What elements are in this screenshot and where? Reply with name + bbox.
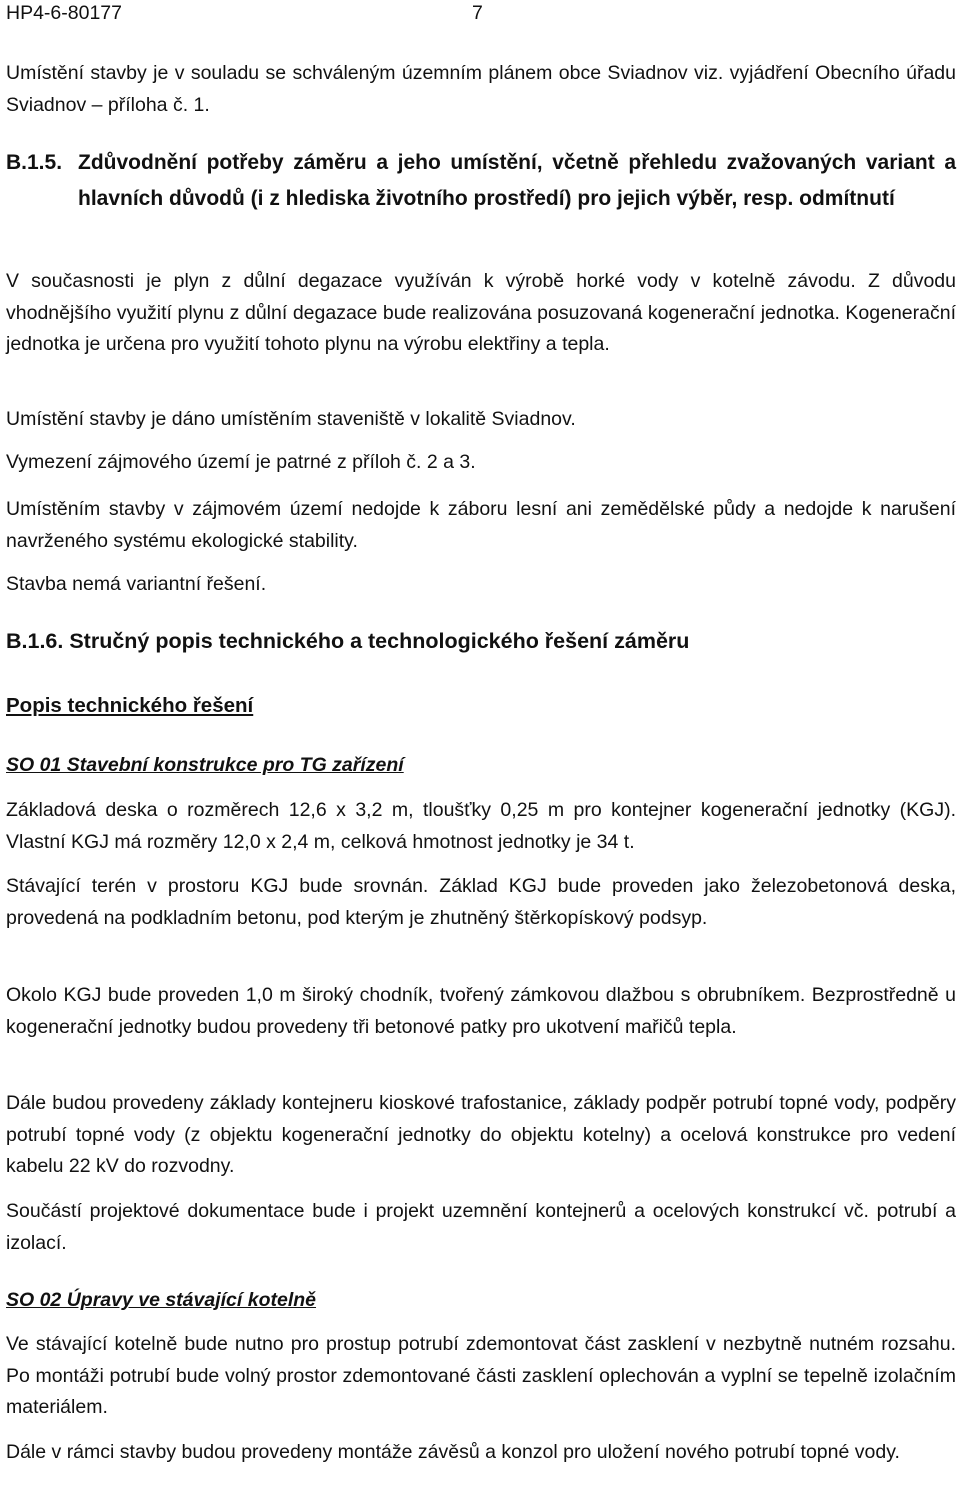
so01-para-2-block <box>6 871 956 934</box>
section-b15-para-5-block <box>6 569 956 601</box>
section-b15-number: B.1.5. <box>6 151 63 174</box>
intro-block <box>6 58 956 121</box>
so01-paragraph: Dále budou provedeny základy kontejneru kioskové trafostanice, základy podpěr potrubí topné vody, podpěry potrubí topné vody (z objektu kogenerační jednotky do objektu kotelny) a ocelová konstrukce pro vedení kabelu 22 kV do rozvodny. <box>6 1092 956 1177</box>
section-b16-heading: B.1.6. Stručný popis technického a technologického řešení záměru <box>6 629 690 653</box>
so01-paragraph: Okolo KGJ bude proveden 1,0 m široký chodník, tvořený zámkovou dlažbou s obrubníkem. Bezprostředně u kogenerační jednotky budou provedeny tři betonové patky pro ukotvení mařičů tepla. <box>6 984 956 1038</box>
section-b15-paragraph: Vymezení zájmového území je patrné z příloh č. 2 a 3. <box>6 451 476 473</box>
section-b15-para-3-block <box>6 447 956 479</box>
so01-para-4-block <box>6 1088 956 1183</box>
section-b15-para-1-block <box>6 266 956 361</box>
section-b15-paragraph: Umístění stavby je dáno umístěním staveniště v lokalitě Sviadnov. <box>6 408 576 430</box>
so01-paragraph: Stávající terén v prostoru KGJ bude srovnán. Základ KGJ bude proveden jako železobetonová deska, provedená na podkladním betonu, pod kterým je zhutněný štěrkopískový podsyp. <box>6 875 956 929</box>
technical-description-heading: Popis technického řešení <box>6 694 254 717</box>
so01-paragraph: Základová deska o rozměrech 12,6 x 3,2 m, tloušťky 0,25 m pro kontejner kogenerační jednotky (KGJ). Vlastní KGJ má rozměry 12,0 x 2,4 m, celková hmotnost jednotky je 34 t. <box>6 799 956 853</box>
section-b15-paragraph: V současnosti je plyn z důlní degazace využíván k výrobě horké vody v kotelně závodu. Z důvodu vhodnějšího využití plynu z důlní degazace bude realizována posuzovaná kogenerační jednotka. Kogenerační jednotka je určena pro využití tohoto plynu na výrobu elektřiny a tepla. <box>6 270 956 355</box>
section-b15-paragraph: Stavba nemá variantní řešení. <box>6 573 267 595</box>
page-header <box>6 2 956 28</box>
so02-paragraph: Dále v rámci stavby budou provedeny montáže závěsů a konzol pro uložení nového potrubí topné vody. <box>6 1441 900 1463</box>
so02-para-2-block <box>6 1437 956 1469</box>
section-b15-heading <box>6 145 956 217</box>
so01-para-1-block <box>6 795 956 858</box>
page-number: 7 <box>472 2 483 24</box>
so01-para-3-block <box>6 980 956 1043</box>
section-b15-paragraph: Umístěním stavby v zájmovém území nedojde k záboru lesní ani zemědělské půdy a nedojde k narušení navrženého systému ekologické stability. <box>6 498 956 552</box>
so02-para-1-block <box>6 1329 956 1424</box>
section-b15-para-4-block <box>6 494 956 557</box>
so01-heading: SO 01 Stavební konstrukce pro TG zařízení <box>6 754 404 776</box>
so01-para-5-block <box>6 1196 956 1259</box>
intro-paragraph: Umístění stavby je v souladu se schváleným územním plánem obce Sviadnov viz. vyjádření Obecního úřadu Sviadnov – příloha č. 1. <box>6 62 956 116</box>
section-b15-para-2-block <box>6 404 956 436</box>
so02-heading: SO 02 Úpravy ve stávající kotelně <box>6 1289 317 1311</box>
document-id: HP4-6-80177 <box>6 2 122 24</box>
so02-paragraph: Ve stávající kotelně bude nutno pro prostup potrubí zdemontovat část zasklení v nezbytně nutném rozsahu. Po montáži potrubí bude volný prostor zdemontované části zasklení oplechován a vyplní se tepelně izolačním materiálem. <box>6 1333 956 1418</box>
section-b15-title: Zdůvodnění potřeby záměru a jeho umístění, včetně přehledu zvažovaných variant a hlavních důvodů (i z hlediska životního prostředí) pro jejich výběr, resp. odmítnutí <box>78 151 956 210</box>
so01-paragraph: Součástí projektové dokumentace bude i projekt uzemnění kontejnerů a ocelových konstrukcí vč. potrubí a izolací. <box>6 1200 956 1254</box>
